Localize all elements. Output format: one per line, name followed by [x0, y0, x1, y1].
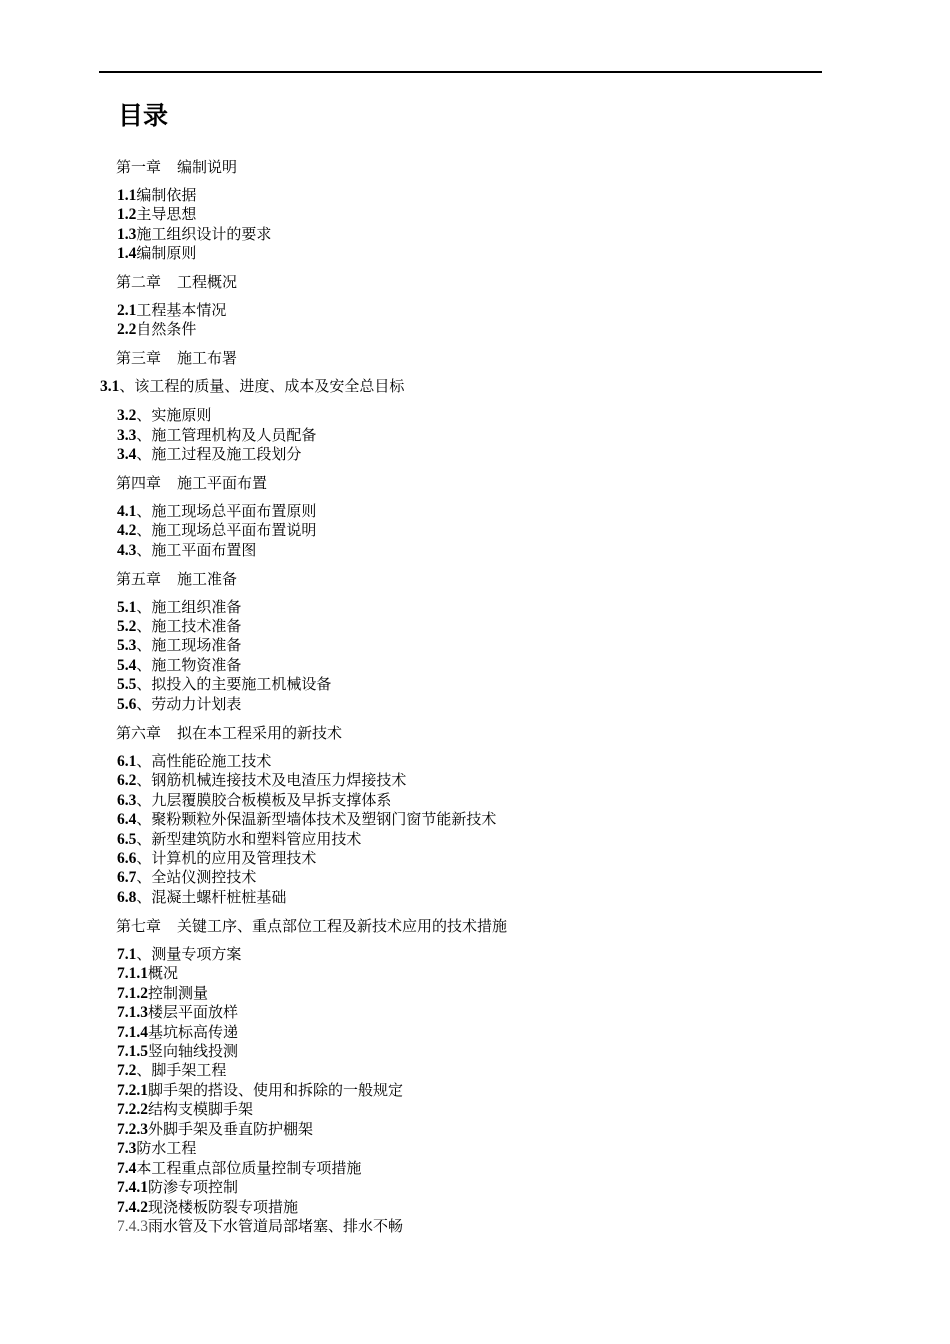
toc-entry-number: 第一章	[116, 158, 162, 176]
toc-entry[interactable]	[117, 1081, 403, 1100]
toc-entry[interactable]	[117, 1178, 238, 1197]
toc-entry-number: 3.3	[117, 427, 137, 444]
toc-entry-text: 、新型建筑防水和塑料管应用技术	[136, 830, 362, 848]
toc-entry[interactable]	[117, 598, 241, 617]
toc-entry[interactable]	[117, 964, 178, 983]
toc-chapter[interactable]	[100, 474, 267, 493]
toc-entry-text: 、混凝土螺杆桩桩基础	[136, 888, 287, 906]
toc-entry[interactable]	[117, 1120, 313, 1139]
toc-entry-number: 7.1	[117, 946, 137, 963]
toc-entry-text: 编制说明	[177, 158, 238, 176]
toc-entry-text: 自然条件	[136, 320, 197, 338]
toc-entry-number: 6.8	[117, 889, 137, 906]
toc-chapter[interactable]	[100, 349, 237, 368]
toc-entry-number: 7.1.2	[117, 985, 148, 1002]
toc-entry[interactable]	[117, 445, 301, 464]
toc-entry[interactable]	[117, 695, 241, 714]
toc-entry-text: 主导思想	[136, 205, 197, 223]
toc-entry[interactable]	[117, 1159, 361, 1178]
toc-chapter[interactable]	[100, 273, 237, 292]
toc-entry-text: 控制测量	[148, 984, 209, 1002]
toc-entry-text: 、全站仪测控技术	[136, 868, 257, 886]
toc-entry-number: 7.1.5	[117, 1043, 148, 1060]
toc-entry-number: 6.2	[117, 772, 137, 789]
toc-entry-text: 施工布署	[177, 349, 238, 367]
toc-chapter[interactable]	[100, 570, 237, 589]
header-rule	[99, 71, 822, 73]
toc-entry-text: 拟在本工程采用的新技术	[177, 724, 343, 742]
toc-entry[interactable]	[117, 617, 241, 636]
toc-entry[interactable]	[117, 675, 331, 694]
toc-entry-number: 第六章	[116, 724, 162, 742]
toc-entry-text: 关键工序、重点部位工程及新技术应用的技术措施	[177, 917, 508, 935]
toc-entry[interactable]	[117, 225, 271, 244]
toc-entry-text: 现浇楼板防裂专项措施	[148, 1198, 299, 1216]
toc-entry-text: 、劳动力计划表	[136, 695, 242, 713]
toc-entry-number: 6.1	[117, 753, 137, 770]
toc-entry-number: 6.3	[117, 792, 137, 809]
toc-entry-text: 脚手架的搭设、使用和拆除的一般规定	[148, 1081, 404, 1099]
toc-entry[interactable]	[117, 1217, 403, 1236]
toc-entry[interactable]	[117, 984, 208, 1003]
toc-entry-number: 1.2	[117, 206, 137, 223]
toc-entry-number: 3.1	[100, 378, 120, 395]
toc-entry-number: 7.2.3	[117, 1121, 148, 1138]
toc-entry-text: 竖向轴线投测	[148, 1042, 239, 1060]
toc-entry-number: 4.2	[117, 522, 137, 539]
toc-entry-text: 本工程重点部位质量控制专项措施	[136, 1159, 362, 1177]
toc-entry[interactable]	[117, 541, 256, 560]
toc-entry-number: 7.3	[117, 1140, 137, 1157]
toc-entry-text: 防渗专项控制	[148, 1178, 239, 1196]
toc-entry-text: 、钢筋机械连接技术及电渣压力焊接技术	[136, 771, 407, 789]
toc-entry-number: 7.2.1	[117, 1082, 148, 1099]
toc-entry-number: 1.1	[117, 187, 137, 204]
toc-entry[interactable]	[117, 1003, 238, 1022]
toc-entry[interactable]	[117, 1042, 238, 1061]
toc-entry-text: 工程概况	[177, 273, 238, 291]
toc-entry-text: 施工准备	[177, 570, 238, 588]
toc-entry-number: 5.3	[117, 637, 137, 654]
toc-entry-number: 第三章	[116, 349, 162, 367]
toc-entry-text: 、实施原则	[136, 406, 212, 424]
toc-entry-number: 7.2.2	[117, 1101, 148, 1118]
toc-entry-number: 7.4	[117, 1160, 137, 1177]
toc-entry-text: 、施工技术准备	[136, 617, 242, 635]
toc-entry-text: 、该工程的质量、进度、成本及安全总目标	[119, 377, 405, 395]
toc-entry-text: 基坑标高传递	[148, 1023, 239, 1041]
toc-entry-text: 、施工组织准备	[136, 598, 242, 616]
toc-entry-text: 外脚手架及垂直防护棚架	[148, 1120, 314, 1138]
toc-entry-number: 1.3	[117, 226, 137, 243]
toc-entry[interactable]	[117, 426, 316, 445]
toc-entry-number: 5.4	[117, 657, 137, 674]
toc-entry-number: 第二章	[116, 273, 162, 291]
toc-entry[interactable]	[117, 1023, 238, 1042]
toc-entry-number: 3.4	[117, 446, 137, 463]
toc-entry-number: 6.7	[117, 869, 137, 886]
toc-entry-text: 、高性能砼施工技术	[136, 752, 272, 770]
toc-entry-number: 2.2	[117, 321, 137, 338]
toc-entry-number: 4.3	[117, 542, 137, 559]
toc-entry-text: 、施工现场总平面布置说明	[136, 521, 317, 539]
toc-entry-text: 、九层覆膜胶合板模板及早拆支撑体系	[136, 791, 392, 809]
toc-entry-text: 、测量专项方案	[136, 945, 242, 963]
toc-entry-number: 7.2	[117, 1062, 137, 1079]
toc-entry-number: 4.1	[117, 503, 137, 520]
toc-entry[interactable]	[117, 186, 196, 205]
toc-entry[interactable]	[117, 888, 286, 907]
toc-entry-number: 7.4.2	[117, 1199, 148, 1216]
toc-entry-number: 第四章	[116, 474, 162, 492]
toc-chapter[interactable]	[100, 724, 342, 743]
toc-entry-number: 7.1.3	[117, 1004, 148, 1021]
toc-entry[interactable]	[117, 502, 316, 521]
toc-entry[interactable]	[117, 849, 316, 868]
toc-entry[interactable]	[117, 810, 496, 829]
toc-entry-text: 施工平面布置	[177, 474, 268, 492]
toc-entry[interactable]	[117, 771, 406, 790]
toc-entry-text: 结构支模脚手架	[148, 1100, 254, 1118]
toc-entry[interactable]	[117, 752, 271, 771]
toc-entry-text: 、计算机的应用及管理技术	[136, 849, 317, 867]
toc-entry[interactable]	[117, 945, 241, 964]
toc-entry[interactable]	[100, 377, 404, 396]
toc-chapter[interactable]	[100, 158, 237, 177]
toc-entry[interactable]	[117, 320, 196, 339]
toc-entry-text: 、施工过程及施工段划分	[136, 445, 302, 463]
toc-entry-number: 7.1.4	[117, 1024, 148, 1041]
toc-entry[interactable]	[117, 244, 196, 263]
toc-entry-text: 施工组织设计的要求	[136, 225, 272, 243]
toc-entry[interactable]	[117, 1061, 226, 1080]
toc-entry-text: 、脚手架工程	[136, 1061, 227, 1079]
toc-entry-text: 防水工程	[136, 1139, 197, 1157]
toc-entry-number: 第七章	[116, 917, 162, 935]
toc-entry[interactable]	[117, 406, 211, 425]
toc-entry-text: 概况	[148, 964, 179, 982]
toc-entry-number: 2.1	[117, 302, 137, 319]
toc-entry-text: 、聚粉颗粒外保温新型墙体技术及塑钢门窗节能新技术	[136, 810, 497, 828]
toc-entry-text: 、施工现场总平面布置原则	[136, 502, 317, 520]
toc-chapter[interactable]	[100, 917, 507, 936]
toc-entry-number: 5.6	[117, 696, 137, 713]
toc-entry[interactable]	[117, 1139, 196, 1158]
toc-entry-number: 6.5	[117, 831, 137, 848]
toc-entry[interactable]	[117, 1100, 253, 1119]
toc-entry-number: 7.1.1	[117, 965, 148, 982]
toc-entry-number: 7.4.1	[117, 1179, 148, 1196]
toc-entry[interactable]	[117, 791, 391, 810]
toc-entry-text: 、施工平面布置图	[136, 541, 257, 559]
toc-entry-text: 、施工物资准备	[136, 656, 242, 674]
toc-entry[interactable]	[117, 868, 256, 887]
toc-entry[interactable]	[117, 830, 361, 849]
toc-entry[interactable]	[117, 636, 241, 655]
toc-entry-text: 、施工管理机构及人员配备	[136, 426, 317, 444]
toc-entry[interactable]	[117, 521, 316, 540]
toc-entry[interactable]	[117, 656, 241, 675]
toc-entry[interactable]	[117, 301, 226, 320]
toc-entry-text: 编制原则	[136, 244, 197, 262]
toc-entry-text: 工程基本情况	[136, 301, 227, 319]
toc-entry[interactable]	[117, 205, 196, 224]
toc-entry-text: 、施工现场准备	[136, 636, 242, 654]
toc-entry-text: 编制依据	[136, 186, 197, 204]
toc-entry-number: 5.1	[117, 599, 137, 616]
toc-entry-number: 6.4	[117, 811, 137, 828]
toc-entry[interactable]	[117, 1198, 298, 1217]
toc-entry-text: 、拟投入的主要施工机械设备	[136, 675, 332, 693]
toc-entry-number: 5.2	[117, 618, 137, 635]
toc-entry-text: 雨水管及下水管道局部堵塞、排水不畅	[148, 1217, 404, 1235]
toc-entry-number: 7.4.3	[117, 1218, 148, 1235]
toc-entry-number: 5.5	[117, 676, 137, 693]
toc-title: 目录	[118, 101, 169, 130]
toc-entry-number: 第五章	[116, 570, 162, 588]
toc-entry-number: 1.4	[117, 245, 137, 262]
toc-entry-number: 3.2	[117, 407, 137, 424]
toc-entry-number: 6.6	[117, 850, 137, 867]
toc-entry-text: 楼层平面放样	[148, 1003, 239, 1021]
